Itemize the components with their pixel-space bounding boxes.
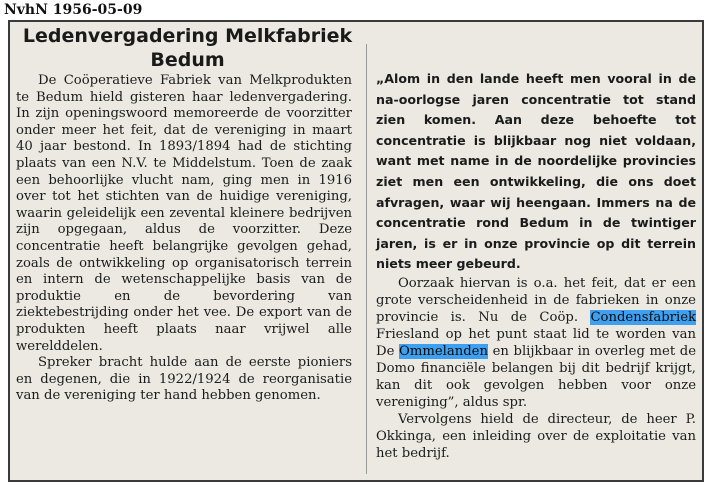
highlight-ommelanden: Ommelanden [399,343,488,359]
headline-line-1: Ledenvergadering Melkfabriek [22,25,353,47]
right-p2-text-middle: Friesland op het punt staat lid te worden van De [376,326,696,359]
right-paragraph-3: Vervolgens hield de directeur, de heer P. Okkinga, een inleiding over de exploitatie van het bedrijf. [376,411,696,461]
right-paragraph-2 [376,275,696,411]
right-p2-text-after: en blijkbaar in overleg met de Domo financiële belangen bij dit bedrijf krijgt, kan dit ook gevolgen hebben voor onze vereniging”, aldus spr. [376,343,696,410]
headline-line-2: Bedum [150,49,225,71]
left-paragraph-2: Spreker bracht hulde aan de eerste pioniers en degenen, die in 1922/1924 de reorganisatie van de vereniging ter hand hebben genomen. [16,355,352,404]
right-p2-text-before: Oorzaak hiervan is o.a. het feit, dat er een grote verscheidenheid in de fabrieken in onze provincie is. Nu de Coöp. [376,275,696,325]
source-date-label: NvhN 1956-05-09 [4,2,143,18]
left-column [16,73,352,405]
left-paragraph-1: De Coöperatieve Fabriek van Melkprodukten te Bedum hield gisteren haar ledenvergadering. In zijn openingswoord memoreerde de voorzitter onder meer het feit, dat de vereniging in maart 40 jaar bestond. In 1893/1894 had de stichting plaats van een N.V. te Middelstum. Toen de zaak een behoorlijke vlucht nam, ging men in 1916 over tot het stichten van de huidige vereniging, waarin geleidelijk een zevental kleinere bedrijven zijn opgegaan, aldus de voorzitter. Deze concentratie heeft belangrijke gevolgen gehad, zoals de ontwikkeling op organisatorisch terrein en intern de wetenschappelijke basis van de produktie en de bevordering van ziektebestrijding onder het vee. De export van de produkten heeft plaats naar vrijwel alle werelddelen. [16,73,352,354]
right-column [376,69,696,462]
newspaper-clipping [8,20,704,482]
column-divider [366,44,367,474]
quote-paragraph: „Alom in den lande heeft men vooral in de na-oorlogse jaren concentratie tot stand zien komen. Aan deze behoefte tot concentratie is blijkbaar nog niet voldaan, want met name in de noordelijke provincies ziet men een ontwikkeling, die ons doet afvragen, waar wij heengaan. Immers na de concentratie rond Bedum in de twintiger jaren, is er in onze provincie op dit terrein niets meer gebeurd. [376,71,696,272]
article-headline [10,24,365,72]
highlight-condensfabriek: Condensfabriek [590,309,696,325]
